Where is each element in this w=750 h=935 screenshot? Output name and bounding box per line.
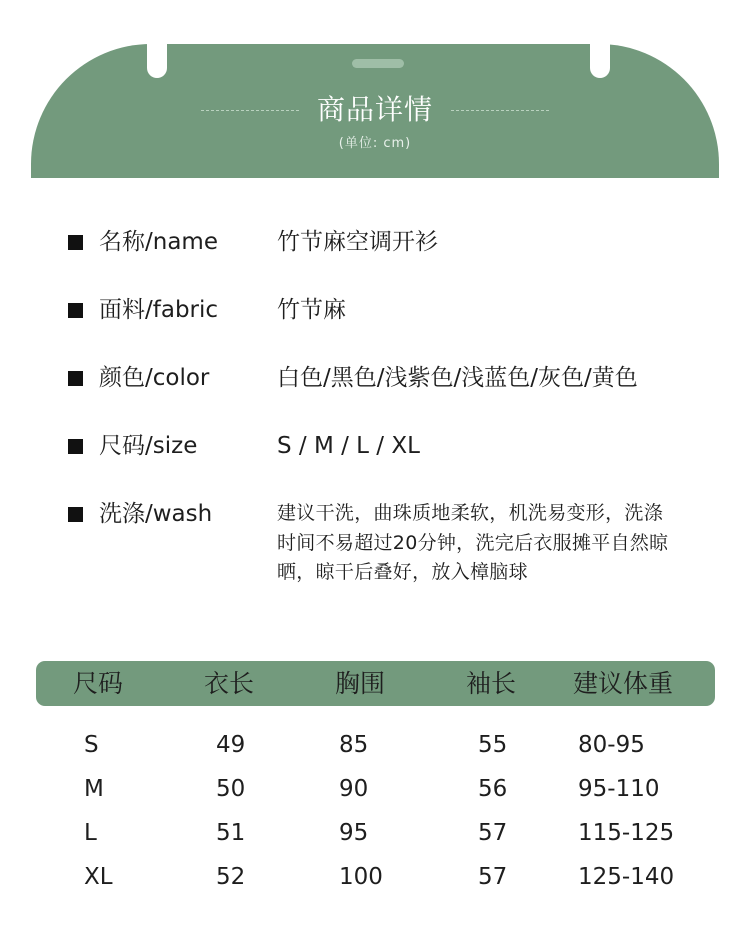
cell-sleeve: 57 — [478, 864, 508, 890]
info-label: 名称/name — [99, 229, 218, 255]
size-table-header — [36, 661, 715, 706]
info-value: 竹节麻空调开衫 — [277, 229, 438, 255]
bullet-square-icon — [68, 303, 83, 318]
column-header-sleeve: 袖长 — [465, 669, 517, 698]
column-header-size: 尺码 — [72, 669, 124, 698]
table-row — [0, 860, 750, 894]
cell-sleeve: 57 — [478, 820, 508, 846]
title-wrap — [31, 90, 719, 130]
cell-chest: 95 — [339, 820, 369, 846]
header-banner — [31, 44, 719, 178]
cell-size: XL — [84, 864, 113, 890]
info-value: S / M / L / XL — [277, 433, 420, 459]
info-value: 竹节麻 — [277, 297, 346, 323]
cell-length: 51 — [216, 820, 246, 846]
decorative-pill — [352, 59, 404, 68]
cell-chest: 85 — [339, 732, 369, 758]
cell-chest: 100 — [339, 864, 383, 890]
cell-weight: 80-95 — [578, 732, 645, 758]
table-row — [0, 816, 750, 850]
cell-size: L — [84, 820, 97, 846]
title-divider-left — [201, 110, 299, 111]
table-row — [0, 728, 750, 762]
cell-size: M — [84, 776, 104, 802]
cell-chest: 90 — [339, 776, 369, 802]
column-header-chest: 胸围 — [334, 669, 386, 698]
wash-instructions: 建议干洗，曲珠质地柔软，机洗易变形，洗涤时间不易超过20分钟，洗完后衣服摊平自然晾晒，晾干后叠好，放入樟脑球 — [277, 502, 669, 583]
unit-note: (单位: cm) — [338, 136, 412, 151]
page-title: 商品详情 — [316, 93, 433, 126]
title-divider-right — [451, 110, 549, 111]
info-label: 洗涤/wash — [99, 501, 213, 527]
cell-length: 49 — [216, 732, 246, 758]
cell-weight: 125-140 — [578, 864, 675, 890]
cell-weight: 115-125 — [578, 820, 675, 846]
cell-length: 52 — [216, 864, 246, 890]
column-header-weight: 建议体重 — [572, 669, 674, 698]
info-label: 颜色/color — [99, 365, 210, 391]
cell-sleeve: 56 — [478, 776, 508, 802]
cell-length: 50 — [216, 776, 246, 802]
column-header-length: 衣长 — [203, 669, 255, 698]
bullet-square-icon — [68, 507, 83, 522]
bullet-square-icon — [68, 439, 83, 454]
info-label: 面料/fabric — [99, 297, 219, 323]
hanger-hook-left — [147, 44, 167, 78]
hanger-hook-right — [590, 44, 610, 78]
info-value: 白色/黑色/浅紫色/浅蓝色/灰色/黄色 — [277, 365, 638, 391]
cell-size: S — [84, 732, 99, 758]
bullet-square-icon — [68, 371, 83, 386]
cell-weight: 95-110 — [578, 776, 660, 802]
bullet-square-icon — [68, 235, 83, 250]
info-label: 尺码/size — [99, 433, 198, 459]
table-row — [0, 772, 750, 806]
cell-sleeve: 55 — [478, 732, 508, 758]
